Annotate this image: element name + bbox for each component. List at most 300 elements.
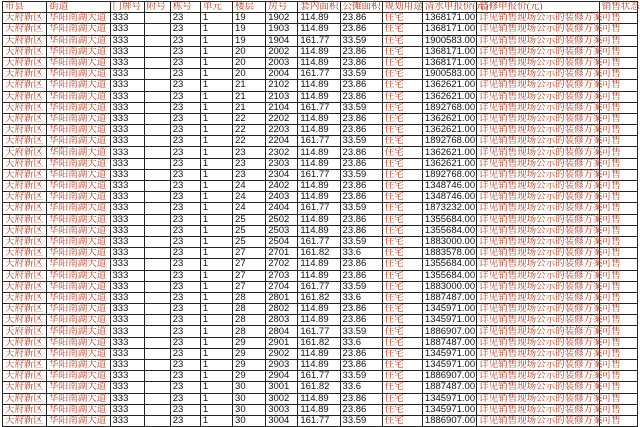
table-row: [3, 415, 638, 426]
cell-door-number: 333: [110, 281, 144, 292]
cell-shell-price: 1345971.00: [422, 393, 476, 404]
cell-door-number: 333: [110, 24, 144, 35]
cell-shell-price: 1900583.00: [422, 35, 476, 46]
cell-floor: 22: [233, 125, 266, 136]
cell-floor: 19: [233, 24, 266, 35]
cell-sub-number: [144, 102, 170, 113]
cell-shared-area: 23.86: [340, 259, 382, 270]
table-row: [3, 136, 638, 147]
cell-floor: 27: [233, 248, 266, 259]
cell-shared-area: 33.6: [340, 292, 382, 303]
cell-building-number: 23: [170, 315, 200, 326]
cell-street: 华阳南湖大道: [47, 46, 110, 57]
cell-sale-status: 可售: [599, 35, 637, 46]
table-row: [3, 113, 638, 124]
cell-planned-use: 住宅: [382, 326, 422, 337]
table-row: [3, 236, 638, 247]
cell-planned-use: 住宅: [382, 147, 422, 158]
cell-decoration-price: 详见销售现场公示的装修方案: [477, 360, 600, 371]
cell-decoration-price: 详见销售现场公示的装修方案: [477, 125, 600, 136]
cell-shared-area: 33.59: [340, 415, 382, 426]
cell-sub-number: [144, 382, 170, 393]
cell-street: 华阳南湖大道: [47, 281, 110, 292]
cell-sale-status: 可售: [599, 315, 637, 326]
cell-room-number: 2903: [266, 360, 298, 371]
cell-sub-number: [144, 270, 170, 281]
cell-street: 华阳南湖大道: [47, 102, 110, 113]
cell-room-number: 2304: [266, 169, 298, 180]
cell-shell-price: 1355684.00: [422, 259, 476, 270]
cell-room-number: 3001: [266, 382, 298, 393]
cell-planned-use: 住宅: [382, 270, 422, 281]
cell-building-number: 23: [170, 35, 200, 46]
cell-building-number: 23: [170, 404, 200, 415]
cell-street: 华阳南湖大道: [47, 113, 110, 124]
cell-street: 华阳南湖大道: [47, 181, 110, 192]
cell-inner-area: 161.82: [298, 337, 340, 348]
cell-room-number: 2303: [266, 158, 298, 169]
cell-sale-status: 可售: [599, 236, 637, 247]
cell-shell-price: 1348746.00: [422, 192, 476, 203]
cell-planned-use: 住宅: [382, 13, 422, 24]
cell-door-number: 333: [110, 192, 144, 203]
cell-inner-area: 161.77: [298, 326, 340, 337]
cell-shared-area: 23.86: [340, 113, 382, 124]
column-header-city-county: 市县: [3, 2, 47, 13]
cell-door-number: 333: [110, 404, 144, 415]
cell-door-number: 333: [110, 236, 144, 247]
cell-sub-number: [144, 225, 170, 236]
cell-floor: 20: [233, 57, 266, 68]
cell-unit: 1: [200, 371, 232, 382]
cell-inner-area: 161.77: [298, 169, 340, 180]
cell-building-number: 23: [170, 360, 200, 371]
cell-door-number: 333: [110, 13, 144, 24]
cell-room-number: 1903: [266, 24, 298, 35]
cell-door-number: 333: [110, 91, 144, 102]
table-row: [3, 169, 638, 180]
cell-unit: 1: [200, 35, 232, 46]
cell-building-number: 23: [170, 169, 200, 180]
table-row: [3, 304, 638, 315]
cell-city-county: 天府新区: [3, 236, 47, 247]
cell-sale-status: 可售: [599, 393, 637, 404]
cell-city-county: 天府新区: [3, 315, 47, 326]
cell-room-number: 2003: [266, 57, 298, 68]
cell-door-number: 333: [110, 136, 144, 147]
column-header-room-number: 房号: [266, 2, 298, 13]
cell-shared-area: 33.59: [340, 169, 382, 180]
cell-door-number: 333: [110, 158, 144, 169]
cell-street: 华阳南湖大道: [47, 35, 110, 46]
cell-city-county: 天府新区: [3, 35, 47, 46]
cell-shared-area: 23.86: [340, 80, 382, 91]
cell-planned-use: 住宅: [382, 225, 422, 236]
cell-room-number: 2904: [266, 371, 298, 382]
cell-unit: 1: [200, 281, 232, 292]
cell-door-number: 333: [110, 292, 144, 303]
cell-sub-number: [144, 315, 170, 326]
cell-city-county: 天府新区: [3, 192, 47, 203]
cell-unit: 1: [200, 326, 232, 337]
cell-floor: 20: [233, 69, 266, 80]
cell-room-number: 3004: [266, 415, 298, 426]
table-row: [3, 102, 638, 113]
cell-sub-number: [144, 181, 170, 192]
cell-shell-price: 1873232.00: [422, 203, 476, 214]
cell-planned-use: 住宅: [382, 248, 422, 259]
cell-room-number: 2701: [266, 248, 298, 259]
cell-sub-number: [144, 158, 170, 169]
cell-planned-use: 住宅: [382, 304, 422, 315]
column-header-shell-price: 清水申报价(元): [422, 2, 476, 13]
cell-shared-area: 23.86: [340, 214, 382, 225]
column-header-sale-status: 销售状态: [599, 2, 637, 13]
cell-building-number: 23: [170, 259, 200, 270]
cell-street: 华阳南湖大道: [47, 315, 110, 326]
cell-room-number: 2402: [266, 181, 298, 192]
cell-room-number: 2203: [266, 125, 298, 136]
cell-inner-area: 114.89: [298, 147, 340, 158]
cell-unit: 1: [200, 91, 232, 102]
cell-floor: 27: [233, 281, 266, 292]
cell-door-number: 333: [110, 80, 144, 91]
cell-door-number: 333: [110, 382, 144, 393]
cell-sale-status: 可售: [599, 348, 637, 359]
cell-floor: 21: [233, 102, 266, 113]
cell-city-county: 天府新区: [3, 259, 47, 270]
cell-room-number: 2202: [266, 113, 298, 124]
cell-building-number: 23: [170, 69, 200, 80]
cell-planned-use: 住宅: [382, 393, 422, 404]
cell-shell-price: 1345971.00: [422, 348, 476, 359]
cell-building-number: 23: [170, 281, 200, 292]
cell-unit: 1: [200, 13, 232, 24]
cell-decoration-price: 详见销售现场公示的装修方案: [477, 203, 600, 214]
cell-unit: 1: [200, 236, 232, 247]
cell-room-number: 2002: [266, 46, 298, 57]
cell-shell-price: 1345971.00: [422, 315, 476, 326]
cell-planned-use: 住宅: [382, 158, 422, 169]
cell-city-county: 天府新区: [3, 80, 47, 91]
cell-room-number: 2103: [266, 91, 298, 102]
cell-city-county: 天府新区: [3, 203, 47, 214]
cell-building-number: 23: [170, 192, 200, 203]
cell-unit: 1: [200, 404, 232, 415]
cell-shared-area: 23.86: [340, 46, 382, 57]
cell-shell-price: 1345971.00: [422, 304, 476, 315]
cell-shared-area: 33.59: [340, 326, 382, 337]
cell-building-number: 23: [170, 337, 200, 348]
cell-sub-number: [144, 360, 170, 371]
table-row: [3, 181, 638, 192]
cell-shell-price: 1362621.00: [422, 158, 476, 169]
cell-door-number: 333: [110, 326, 144, 337]
cell-sale-status: 可售: [599, 125, 637, 136]
cell-city-county: 天府新区: [3, 181, 47, 192]
cell-building-number: 23: [170, 158, 200, 169]
cell-decoration-price: 详见销售现场公示的装修方案: [477, 415, 600, 426]
cell-door-number: 333: [110, 259, 144, 270]
cell-sale-status: 可售: [599, 382, 637, 393]
cell-room-number: 1904: [266, 35, 298, 46]
column-header-shared-area: 公摊面积: [340, 2, 382, 13]
cell-sale-status: 可售: [599, 113, 637, 124]
cell-sale-status: 可售: [599, 415, 637, 426]
table-row: [3, 270, 638, 281]
cell-sale-status: 可售: [599, 102, 637, 113]
cell-floor: 19: [233, 13, 266, 24]
cell-door-number: 333: [110, 415, 144, 426]
cell-shared-area: 23.86: [340, 125, 382, 136]
cell-shell-price: 1368171.00: [422, 46, 476, 57]
cell-inner-area: 161.77: [298, 35, 340, 46]
cell-door-number: 333: [110, 248, 144, 259]
cell-sale-status: 可售: [599, 80, 637, 91]
cell-decoration-price: 详见销售现场公示的装修方案: [477, 169, 600, 180]
cell-city-county: 天府新区: [3, 281, 47, 292]
cell-decoration-price: 详见销售现场公示的装修方案: [477, 46, 600, 57]
cell-sub-number: [144, 371, 170, 382]
cell-sub-number: [144, 80, 170, 91]
cell-sale-status: 可售: [599, 270, 637, 281]
cell-sub-number: [144, 337, 170, 348]
cell-sub-number: [144, 304, 170, 315]
cell-planned-use: 住宅: [382, 46, 422, 57]
cell-inner-area: 114.89: [298, 46, 340, 57]
cell-unit: 1: [200, 270, 232, 281]
cell-sale-status: 可售: [599, 147, 637, 158]
cell-sale-status: 可售: [599, 57, 637, 68]
cell-sale-status: 可售: [599, 225, 637, 236]
cell-building-number: 23: [170, 225, 200, 236]
table-row: [3, 337, 638, 348]
cell-street: 华阳南湖大道: [47, 326, 110, 337]
cell-street: 华阳南湖大道: [47, 192, 110, 203]
cell-room-number: 2901: [266, 337, 298, 348]
cell-unit: 1: [200, 192, 232, 203]
cell-building-number: 23: [170, 80, 200, 91]
cell-planned-use: 住宅: [382, 181, 422, 192]
cell-door-number: 333: [110, 69, 144, 80]
cell-decoration-price: 详见销售现场公示的装修方案: [477, 35, 600, 46]
cell-planned-use: 住宅: [382, 169, 422, 180]
cell-unit: 1: [200, 113, 232, 124]
cell-sub-number: [144, 248, 170, 259]
cell-city-county: 天府新区: [3, 46, 47, 57]
cell-shared-area: 33.59: [340, 281, 382, 292]
cell-sub-number: [144, 91, 170, 102]
cell-sale-status: 可售: [599, 158, 637, 169]
cell-decoration-price: 详见销售现场公示的装修方案: [477, 315, 600, 326]
cell-city-county: 天府新区: [3, 214, 47, 225]
cell-floor: 22: [233, 113, 266, 124]
cell-building-number: 23: [170, 371, 200, 382]
cell-shell-price: 1900583.00: [422, 69, 476, 80]
cell-sale-status: 可售: [599, 136, 637, 147]
table-row: [3, 24, 638, 35]
cell-sale-status: 可售: [599, 46, 637, 57]
cell-city-county: 天府新区: [3, 292, 47, 303]
cell-inner-area: 161.77: [298, 236, 340, 247]
cell-inner-area: 161.82: [298, 248, 340, 259]
cell-street: 华阳南湖大道: [47, 382, 110, 393]
cell-street: 华阳南湖大道: [47, 404, 110, 415]
cell-inner-area: 114.89: [298, 259, 340, 270]
cell-city-county: 天府新区: [3, 360, 47, 371]
cell-planned-use: 住宅: [382, 337, 422, 348]
cell-shell-price: 1887487.00: [422, 292, 476, 303]
cell-unit: 1: [200, 337, 232, 348]
cell-street: 华阳南湖大道: [47, 225, 110, 236]
cell-inner-area: 114.89: [298, 304, 340, 315]
cell-door-number: 333: [110, 181, 144, 192]
cell-decoration-price: 详见销售现场公示的装修方案: [477, 248, 600, 259]
cell-unit: 1: [200, 46, 232, 57]
cell-inner-area: 161.77: [298, 415, 340, 426]
cell-shell-price: 1368171.00: [422, 13, 476, 24]
cell-door-number: 333: [110, 348, 144, 359]
cell-door-number: 333: [110, 46, 144, 57]
cell-unit: 1: [200, 259, 232, 270]
cell-planned-use: 住宅: [382, 404, 422, 415]
cell-street: 华阳南湖大道: [47, 13, 110, 24]
cell-unit: 1: [200, 147, 232, 158]
cell-door-number: 333: [110, 315, 144, 326]
table-row: [3, 292, 638, 303]
cell-city-county: 天府新区: [3, 248, 47, 259]
cell-inner-area: 114.89: [298, 91, 340, 102]
cell-unit: 1: [200, 382, 232, 393]
cell-building-number: 23: [170, 24, 200, 35]
column-header-building-number: 栋号: [170, 2, 200, 13]
cell-inner-area: 114.89: [298, 192, 340, 203]
cell-unit: 1: [200, 348, 232, 359]
cell-street: 华阳南湖大道: [47, 248, 110, 259]
table-row: [3, 46, 638, 57]
cell-planned-use: 住宅: [382, 315, 422, 326]
cell-street: 华阳南湖大道: [47, 57, 110, 68]
cell-sale-status: 可售: [599, 259, 637, 270]
cell-floor: 23: [233, 147, 266, 158]
cell-shell-price: 1886907.00: [422, 326, 476, 337]
cell-sub-number: [144, 326, 170, 337]
cell-building-number: 23: [170, 248, 200, 259]
cell-building-number: 23: [170, 113, 200, 124]
table-row: [3, 360, 638, 371]
cell-building-number: 23: [170, 46, 200, 57]
cell-city-county: 天府新区: [3, 136, 47, 147]
cell-shell-price: 1345971.00: [422, 360, 476, 371]
cell-sale-status: 可售: [599, 292, 637, 303]
cell-street: 华阳南湖大道: [47, 169, 110, 180]
cell-street: 华阳南湖大道: [47, 136, 110, 147]
cell-door-number: 333: [110, 147, 144, 158]
cell-planned-use: 住宅: [382, 102, 422, 113]
cell-room-number: 2803: [266, 315, 298, 326]
cell-street: 华阳南湖大道: [47, 337, 110, 348]
cell-city-county: 天府新区: [3, 415, 47, 426]
cell-decoration-price: 详见销售现场公示的装修方案: [477, 181, 600, 192]
cell-planned-use: 住宅: [382, 113, 422, 124]
cell-decoration-price: 详见销售现场公示的装修方案: [477, 225, 600, 236]
cell-planned-use: 住宅: [382, 192, 422, 203]
cell-sub-number: [144, 415, 170, 426]
cell-sale-status: 可售: [599, 326, 637, 337]
cell-door-number: 333: [110, 113, 144, 124]
cell-decoration-price: 详见销售现场公示的装修方案: [477, 13, 600, 24]
table-row: [3, 13, 638, 24]
cell-sub-number: [144, 136, 170, 147]
cell-city-county: 天府新区: [3, 382, 47, 393]
cell-room-number: 3002: [266, 393, 298, 404]
cell-unit: 1: [200, 181, 232, 192]
table-row: [3, 393, 638, 404]
cell-floor: 20: [233, 46, 266, 57]
cell-city-county: 天府新区: [3, 393, 47, 404]
cell-sale-status: 可售: [599, 371, 637, 382]
cell-shell-price: 1887487.00: [422, 337, 476, 348]
cell-decoration-price: 详见销售现场公示的装修方案: [477, 24, 600, 35]
cell-shared-area: 23.86: [340, 158, 382, 169]
cell-shared-area: 33.59: [340, 35, 382, 46]
cell-sale-status: 可售: [599, 203, 637, 214]
cell-decoration-price: 详见销售现场公示的装修方案: [477, 259, 600, 270]
cell-city-county: 天府新区: [3, 169, 47, 180]
cell-shared-area: 33.59: [340, 136, 382, 147]
cell-city-county: 天府新区: [3, 304, 47, 315]
cell-unit: 1: [200, 24, 232, 35]
cell-inner-area: 161.77: [298, 203, 340, 214]
cell-shared-area: 33.59: [340, 102, 382, 113]
cell-shared-area: 23.86: [340, 57, 382, 68]
cell-inner-area: 114.89: [298, 315, 340, 326]
cell-sale-status: 可售: [599, 304, 637, 315]
cell-planned-use: 住宅: [382, 91, 422, 102]
cell-sale-status: 可售: [599, 69, 637, 80]
cell-door-number: 333: [110, 337, 144, 348]
cell-building-number: 23: [170, 214, 200, 225]
cell-shell-price: 1892768.00: [422, 136, 476, 147]
cell-city-county: 天府新区: [3, 225, 47, 236]
cell-floor: 24: [233, 192, 266, 203]
cell-shared-area: 23.86: [340, 225, 382, 236]
cell-shell-price: 1886907.00: [422, 415, 476, 426]
cell-street: 华阳南湖大道: [47, 69, 110, 80]
cell-shell-price: 1362621.00: [422, 147, 476, 158]
column-header-planned-use: 规划用途: [382, 2, 422, 13]
cell-sub-number: [144, 13, 170, 24]
cell-decoration-price: 详见销售现场公示的装修方案: [477, 236, 600, 247]
cell-floor: 30: [233, 393, 266, 404]
cell-door-number: 333: [110, 35, 144, 46]
cell-door-number: 333: [110, 225, 144, 236]
table-row: [3, 348, 638, 359]
cell-building-number: 23: [170, 382, 200, 393]
table-header: [3, 2, 638, 13]
cell-planned-use: 住宅: [382, 136, 422, 147]
cell-decoration-price: 详见销售现场公示的装修方案: [477, 91, 600, 102]
cell-floor: 23: [233, 158, 266, 169]
cell-room-number: 2204: [266, 136, 298, 147]
cell-shell-price: 1362621.00: [422, 80, 476, 91]
cell-planned-use: 住宅: [382, 35, 422, 46]
cell-decoration-price: 详见销售现场公示的装修方案: [477, 192, 600, 203]
cell-planned-use: 住宅: [382, 348, 422, 359]
cell-building-number: 23: [170, 415, 200, 426]
cell-inner-area: 114.89: [298, 360, 340, 371]
cell-planned-use: 住宅: [382, 371, 422, 382]
